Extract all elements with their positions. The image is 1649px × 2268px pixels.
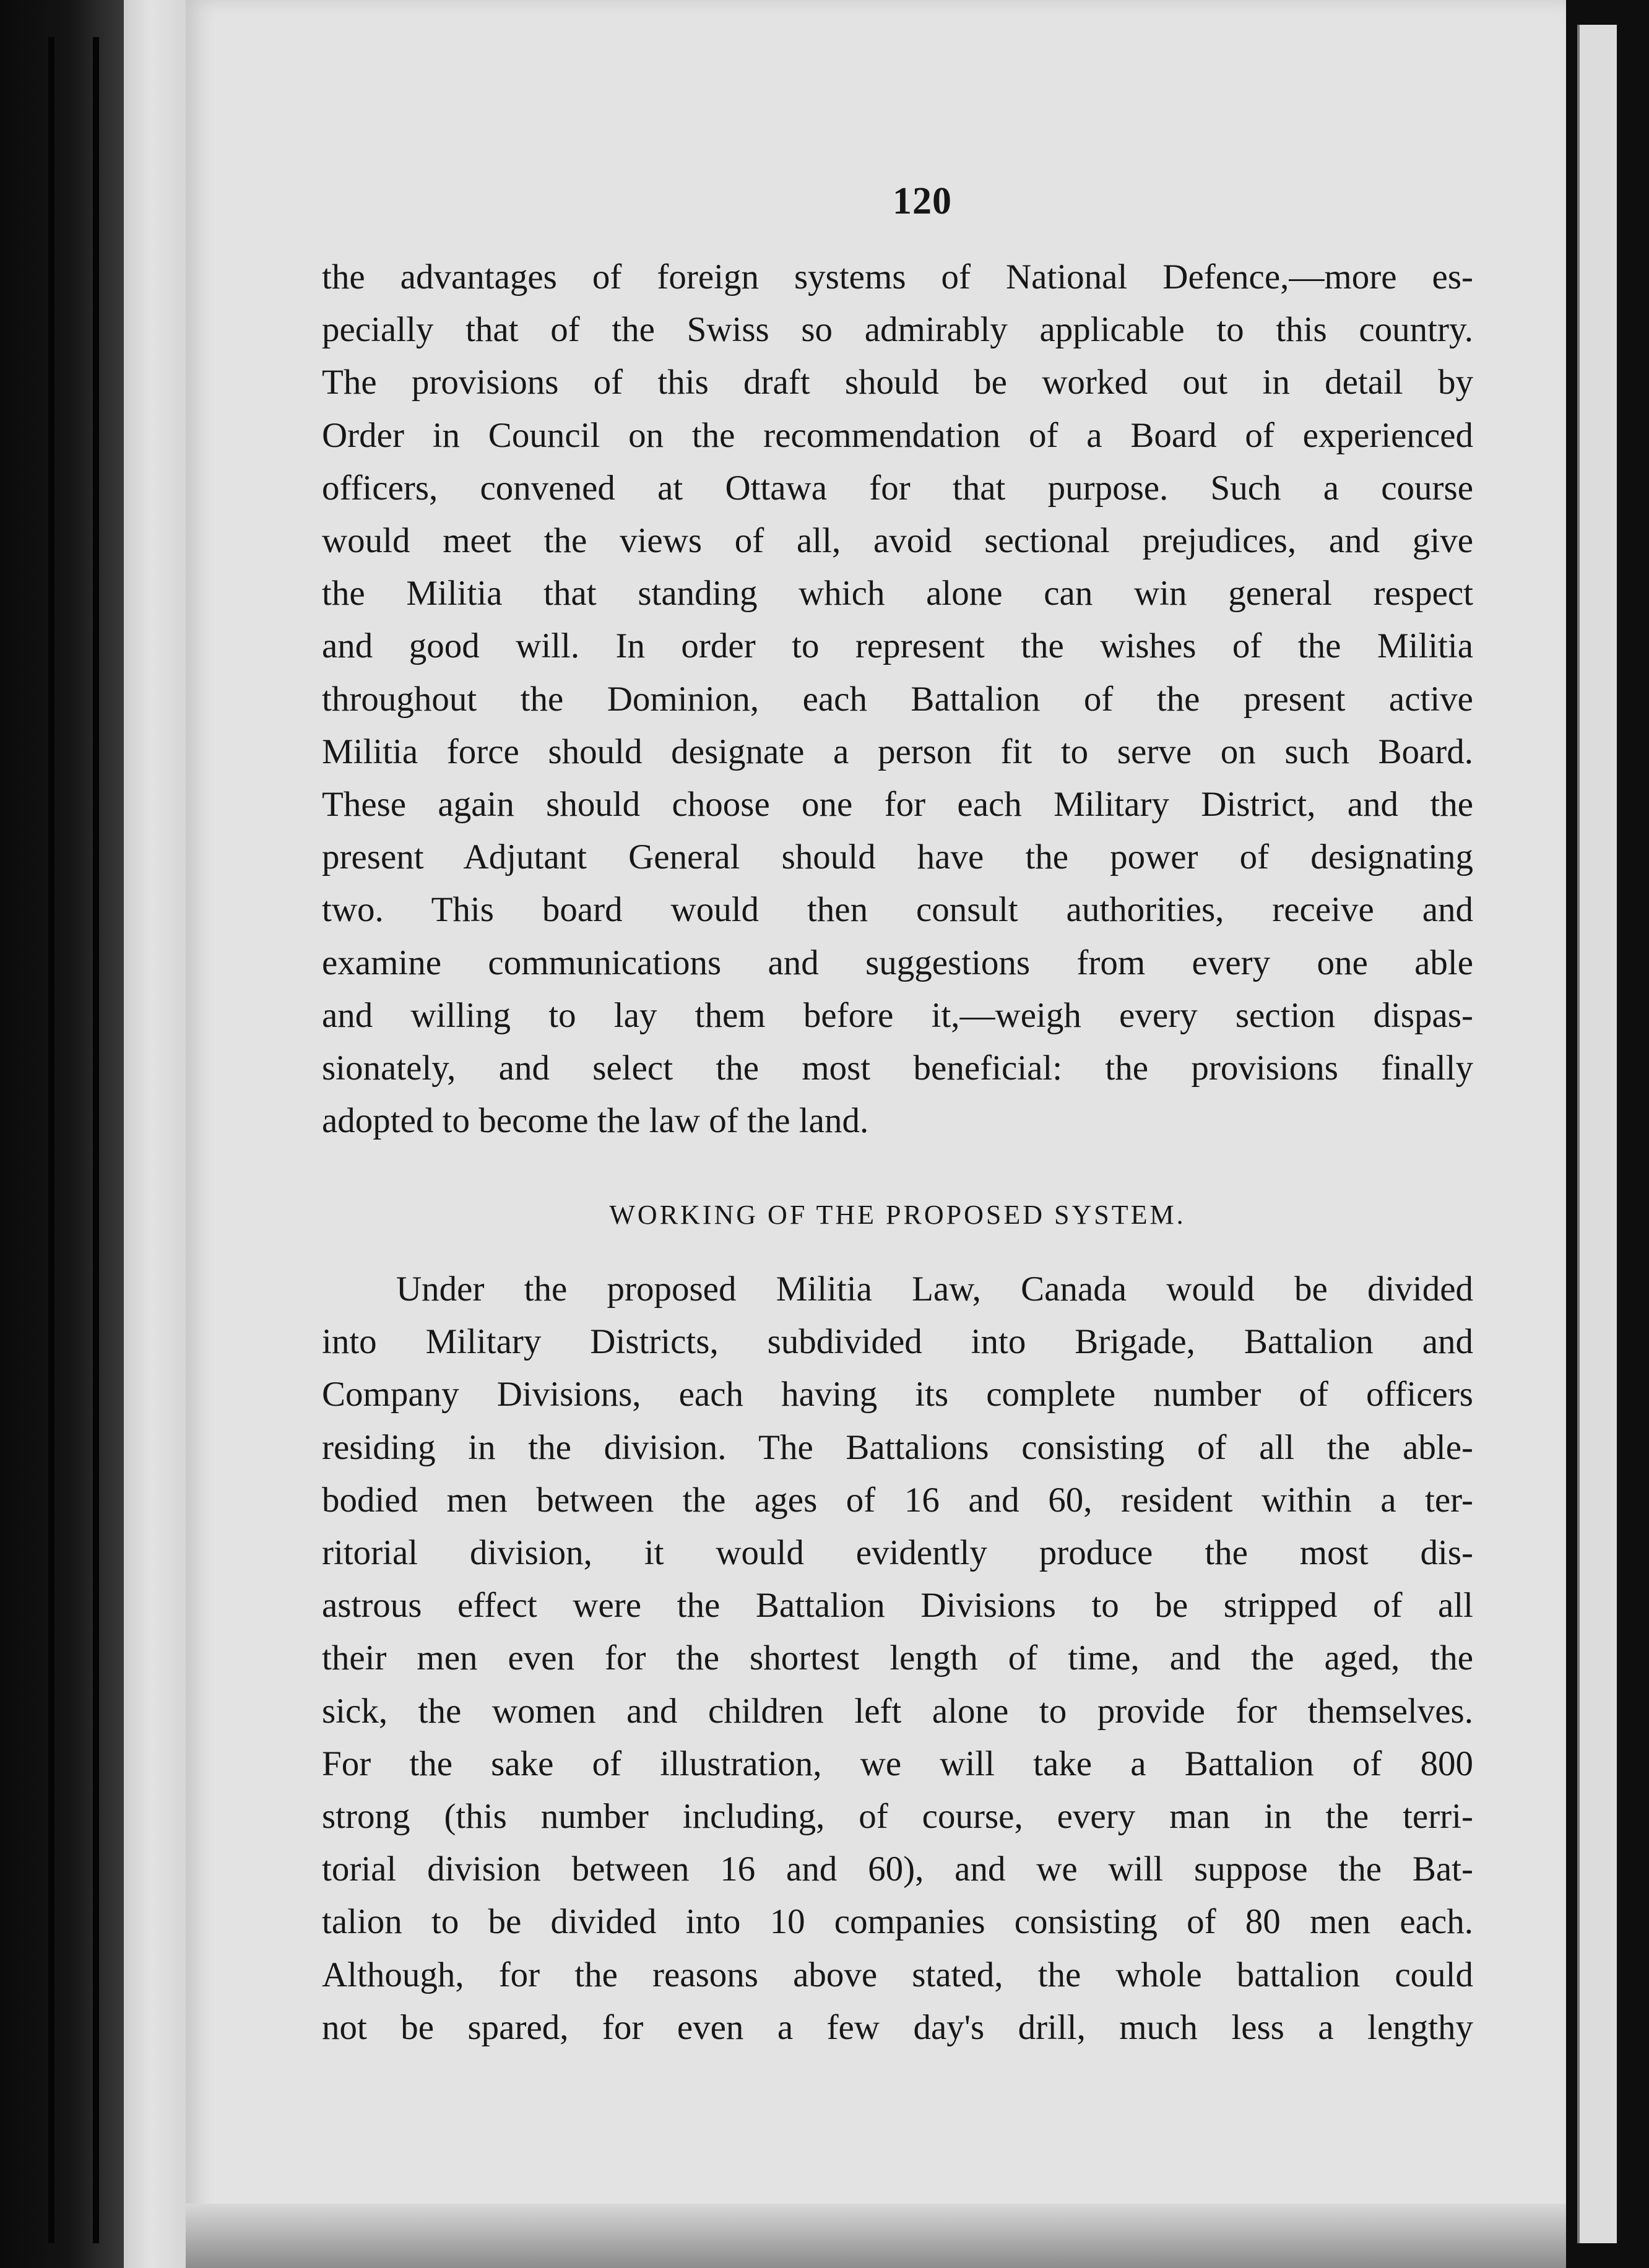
paragraph bbox=[322, 1263, 1473, 2054]
text-line: and willing to lay them before it,—weigh every section dispas- bbox=[322, 995, 1473, 1035]
text-line: residing in the division. The Battalions consisting of all the able- bbox=[322, 1427, 1473, 1467]
binding-line bbox=[93, 37, 99, 2243]
text-line: not be spared, for even a few day's drill, much less a lengthy bbox=[322, 2007, 1473, 2047]
text-line: Order in Council on the recommendation of a Board of experienced bbox=[322, 415, 1473, 455]
text-line: the Militia that standing which alone can win general respect bbox=[322, 574, 1473, 613]
page-number: 120 bbox=[893, 180, 952, 222]
section-heading: WORKING OF THE PROPOSED SYSTEM. bbox=[609, 1200, 1186, 1230]
text-line: bodied men between the ages of 16 and 60, resident within a ter- bbox=[322, 1480, 1473, 1520]
text-line: the advantages of foreign systems of National Defence,—more es- bbox=[322, 258, 1473, 296]
text-line: Under the proposed Militia Law, Canada would be divided bbox=[396, 1270, 1473, 1309]
text-line: ritorial division, it would evidently produce the most dis- bbox=[322, 1533, 1473, 1573]
text-line: throughout the Dominion, each Battalion of the present active bbox=[322, 679, 1473, 719]
text-line: would meet the views of all, avoid sectional prejudices, and give bbox=[322, 521, 1473, 561]
scan-left-border bbox=[0, 0, 124, 2268]
text-line: torial division between 16 and 60), and we will suppose the Bat- bbox=[322, 1850, 1473, 1889]
text-line: These again should choose one for each Military District, and the bbox=[322, 785, 1473, 825]
text-line: officers, convened at Ottawa for that purpose. Such a course bbox=[322, 468, 1473, 508]
text-line: Although, for the reasons above stated, the whole battalion could bbox=[322, 1955, 1473, 1994]
text-line: present Adjutant General should have the power of designating bbox=[322, 838, 1473, 877]
binding-line bbox=[48, 37, 54, 2243]
text-line: into Military Districts, subdivided into Brigade, Battalion and bbox=[322, 1322, 1473, 1362]
paragraph-continued bbox=[322, 251, 1473, 1147]
text-line: The provisions of this draft should be worked out in detail by bbox=[322, 363, 1473, 402]
text-line: their men even for the shortest length of time, and the aged, the bbox=[322, 1638, 1473, 1678]
text-line: For the sake of illustration, we will take a Battalion of 800 bbox=[322, 1744, 1473, 1783]
text-line: and good will. In order to represent the wishes of the Militia bbox=[322, 626, 1473, 666]
text-line: talion to be divided into 10 companies consisting of 80 men each. bbox=[322, 1902, 1473, 1942]
text-line: strong (this number including, of course, every man in the terri- bbox=[322, 1797, 1473, 1837]
text-line: pecially that of the Swiss so admirably applicable to this country. bbox=[322, 310, 1473, 350]
text-line: two. This board would then consult authorities, receive and bbox=[322, 890, 1473, 930]
text-line: astrous effect were the Battalion Divisions to be stripped of all bbox=[322, 1586, 1473, 1625]
page-stack-edge bbox=[124, 0, 196, 2268]
text-line: sick, the women and children left alone to provide for themselves. bbox=[322, 1691, 1473, 1731]
scan-right-border bbox=[1566, 0, 1649, 2268]
text-line: sionately, and select the most beneficial: the provisions finally bbox=[322, 1049, 1473, 1088]
text-line: adopted to become the law of the land. bbox=[322, 1101, 869, 1141]
text-line: examine communications and suggestions from every one able bbox=[322, 943, 1473, 982]
text-line: Militia force should designate a person fit to serve on such Board. bbox=[322, 732, 1473, 771]
text-line: Company Divisions, each having its complete number of officers bbox=[322, 1375, 1473, 1414]
facing-page-edge bbox=[1577, 25, 1617, 2243]
page-bottom-shadow bbox=[186, 2204, 1566, 2268]
